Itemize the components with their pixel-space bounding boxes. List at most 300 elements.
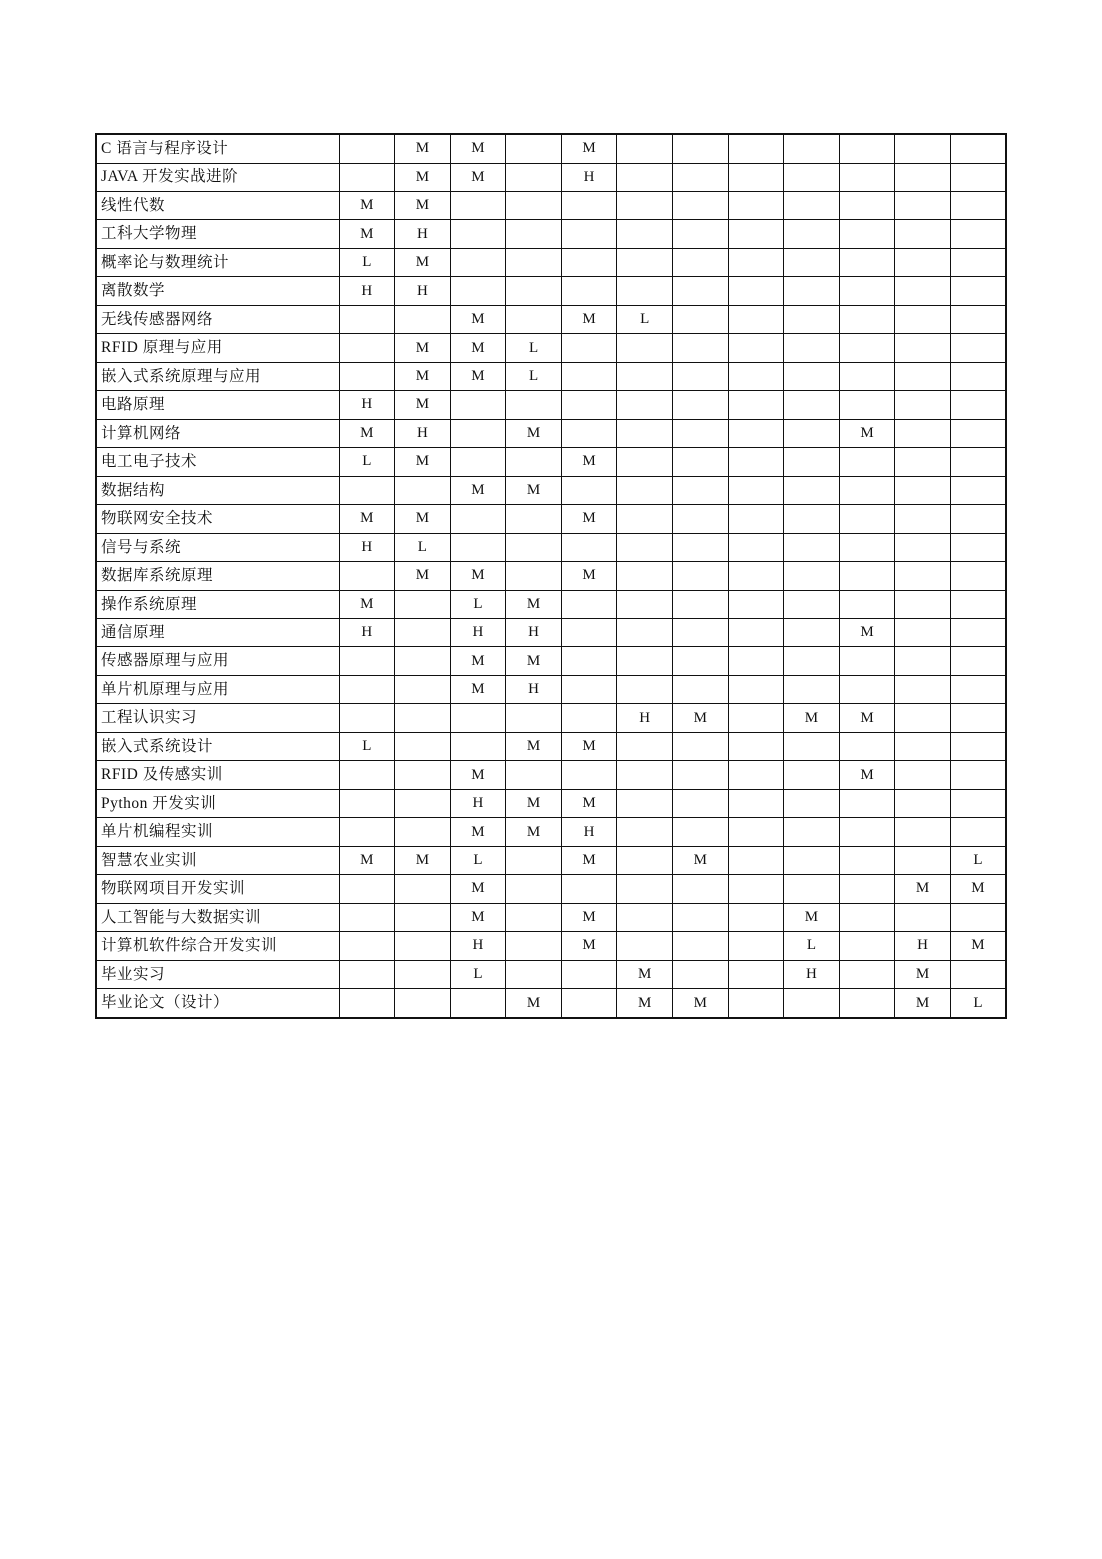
mapping-level-cell	[672, 391, 728, 419]
mapping-level-cell	[895, 362, 951, 390]
mapping-level-cell: L	[450, 846, 506, 874]
mapping-level-cell: M	[395, 248, 451, 276]
mapping-level-cell: M	[839, 761, 895, 789]
mapping-level-cell	[672, 960, 728, 988]
mapping-level-cell	[395, 903, 451, 931]
mapping-level-cell	[728, 134, 784, 163]
mapping-level-cell: H	[395, 277, 451, 305]
mapping-level-cell	[450, 191, 506, 219]
course-name-cell: RFID 及传感实训	[96, 761, 339, 789]
mapping-level-cell: M	[561, 903, 617, 931]
mapping-level-cell	[839, 391, 895, 419]
mapping-level-cell: M	[395, 163, 451, 191]
mapping-level-cell	[450, 732, 506, 760]
mapping-level-cell	[728, 191, 784, 219]
course-name-cell: 单片机原理与应用	[96, 675, 339, 703]
mapping-level-cell	[728, 163, 784, 191]
course-row	[96, 419, 1006, 447]
mapping-level-cell	[728, 248, 784, 276]
mapping-level-cell	[784, 732, 840, 760]
mapping-level-cell	[728, 647, 784, 675]
mapping-level-cell	[784, 362, 840, 390]
course-row	[96, 647, 1006, 675]
mapping-level-cell: M	[395, 846, 451, 874]
mapping-level-cell: L	[339, 248, 395, 276]
mapping-level-cell: M	[395, 448, 451, 476]
mapping-level-cell	[617, 191, 673, 219]
mapping-level-cell	[784, 191, 840, 219]
mapping-level-cell: L	[617, 305, 673, 333]
mapping-level-cell	[895, 818, 951, 846]
mapping-level-cell	[784, 875, 840, 903]
mapping-level-cell: H	[784, 960, 840, 988]
mapping-level-cell	[672, 191, 728, 219]
mapping-level-cell: M	[506, 789, 562, 817]
mapping-level-cell	[561, 590, 617, 618]
mapping-level-cell	[339, 761, 395, 789]
mapping-level-cell: M	[450, 903, 506, 931]
mapping-level-cell	[839, 362, 895, 390]
mapping-level-cell	[839, 248, 895, 276]
course-name-cell: RFID 原理与应用	[96, 334, 339, 362]
mapping-level-cell: M	[561, 932, 617, 960]
mapping-level-cell	[895, 704, 951, 732]
mapping-level-cell	[839, 875, 895, 903]
mapping-level-cell	[728, 277, 784, 305]
mapping-level-cell: L	[339, 448, 395, 476]
mapping-level-cell: M	[450, 761, 506, 789]
mapping-level-cell: M	[450, 476, 506, 504]
mapping-level-cell	[895, 134, 951, 163]
mapping-level-cell	[617, 675, 673, 703]
mapping-level-cell	[784, 761, 840, 789]
mapping-level-cell	[672, 476, 728, 504]
mapping-level-cell: M	[395, 191, 451, 219]
mapping-level-cell	[506, 248, 562, 276]
course-row	[96, 875, 1006, 903]
mapping-level-cell	[506, 875, 562, 903]
mapping-level-cell	[728, 419, 784, 447]
course-name-cell: 计算机网络	[96, 419, 339, 447]
course-name-cell: 操作系统原理	[96, 590, 339, 618]
mapping-level-cell: M	[617, 989, 673, 1018]
course-row	[96, 391, 1006, 419]
mapping-level-cell	[617, 789, 673, 817]
mapping-level-cell	[339, 675, 395, 703]
mapping-level-cell	[617, 334, 673, 362]
mapping-level-cell	[839, 789, 895, 817]
mapping-level-cell	[784, 846, 840, 874]
mapping-level-cell: M	[450, 818, 506, 846]
mapping-level-cell	[672, 163, 728, 191]
mapping-level-cell	[839, 932, 895, 960]
mapping-level-cell: H	[450, 789, 506, 817]
mapping-level-cell	[450, 448, 506, 476]
mapping-level-cell	[450, 248, 506, 276]
mapping-level-cell	[506, 277, 562, 305]
mapping-level-cell	[617, 818, 673, 846]
mapping-level-cell	[950, 448, 1006, 476]
course-name-cell: 智慧农业实训	[96, 846, 339, 874]
mapping-level-cell	[561, 619, 617, 647]
mapping-level-cell	[395, 675, 451, 703]
mapping-level-cell: M	[950, 875, 1006, 903]
course-row	[96, 903, 1006, 931]
course-name-cell: 无线传感器网络	[96, 305, 339, 333]
course-row	[96, 932, 1006, 960]
mapping-level-cell	[617, 903, 673, 931]
mapping-level-cell	[450, 419, 506, 447]
mapping-level-cell	[617, 932, 673, 960]
mapping-level-cell: M	[506, 989, 562, 1018]
mapping-level-cell	[617, 590, 673, 618]
mapping-level-cell: M	[784, 903, 840, 931]
mapping-level-cell	[672, 448, 728, 476]
mapping-level-cell	[561, 391, 617, 419]
mapping-level-cell	[672, 334, 728, 362]
course-row	[96, 675, 1006, 703]
mapping-level-cell	[728, 903, 784, 931]
course-row	[96, 334, 1006, 362]
mapping-level-cell	[672, 220, 728, 248]
mapping-level-cell: M	[450, 334, 506, 362]
mapping-level-cell	[617, 476, 673, 504]
mapping-level-cell	[617, 875, 673, 903]
mapping-level-cell	[506, 505, 562, 533]
mapping-level-cell	[950, 732, 1006, 760]
mapping-level-cell	[617, 562, 673, 590]
mapping-level-cell: M	[339, 590, 395, 618]
mapping-level-cell	[561, 647, 617, 675]
mapping-level-cell	[784, 533, 840, 561]
mapping-level-cell: M	[895, 989, 951, 1018]
mapping-level-cell	[950, 163, 1006, 191]
mapping-level-cell	[395, 647, 451, 675]
mapping-level-cell: M	[395, 391, 451, 419]
course-name-cell: 计算机软件综合开发实训	[96, 932, 339, 960]
mapping-level-cell: M	[506, 732, 562, 760]
mapping-level-cell	[728, 590, 784, 618]
course-name-cell: 传感器原理与应用	[96, 647, 339, 675]
mapping-level-cell	[339, 562, 395, 590]
mapping-level-cell	[395, 960, 451, 988]
mapping-level-cell: M	[672, 989, 728, 1018]
mapping-level-cell	[728, 362, 784, 390]
course-name-cell: 线性代数	[96, 191, 339, 219]
course-name-cell: 数据库系统原理	[96, 562, 339, 590]
mapping-level-cell	[839, 647, 895, 675]
course-row	[96, 476, 1006, 504]
mapping-level-cell	[839, 675, 895, 703]
course-row	[96, 818, 1006, 846]
mapping-level-cell	[950, 619, 1006, 647]
course-name-cell: 通信原理	[96, 619, 339, 647]
mapping-level-cell	[395, 875, 451, 903]
mapping-level-cell	[561, 476, 617, 504]
mapping-level-cell	[950, 248, 1006, 276]
mapping-level-cell: M	[895, 875, 951, 903]
course-row	[96, 619, 1006, 647]
mapping-level-cell	[672, 675, 728, 703]
mapping-level-cell: M	[561, 505, 617, 533]
mapping-level-cell	[895, 846, 951, 874]
mapping-level-cell	[950, 391, 1006, 419]
mapping-level-cell	[395, 305, 451, 333]
mapping-level-cell	[895, 647, 951, 675]
mapping-level-cell: H	[561, 163, 617, 191]
mapping-level-cell	[728, 761, 784, 789]
mapping-level-cell: M	[561, 789, 617, 817]
mapping-level-cell	[728, 533, 784, 561]
mapping-level-cell	[395, 619, 451, 647]
mapping-level-cell: M	[450, 675, 506, 703]
mapping-level-cell	[839, 960, 895, 988]
mapping-level-cell	[561, 191, 617, 219]
mapping-level-cell	[395, 732, 451, 760]
mapping-level-cell: M	[561, 732, 617, 760]
mapping-level-cell	[950, 220, 1006, 248]
mapping-level-cell: M	[339, 419, 395, 447]
mapping-level-cell	[672, 761, 728, 789]
mapping-level-cell	[839, 989, 895, 1018]
mapping-level-cell	[339, 818, 395, 846]
mapping-level-cell	[728, 476, 784, 504]
mapping-level-cell	[617, 761, 673, 789]
mapping-level-cell: M	[395, 505, 451, 533]
mapping-level-cell	[895, 248, 951, 276]
mapping-level-cell	[839, 191, 895, 219]
mapping-level-cell	[784, 448, 840, 476]
mapping-level-cell	[895, 505, 951, 533]
mapping-level-cell	[617, 419, 673, 447]
mapping-level-cell	[672, 590, 728, 618]
mapping-level-cell	[561, 875, 617, 903]
mapping-level-cell	[950, 419, 1006, 447]
mapping-level-cell	[506, 533, 562, 561]
mapping-level-cell	[784, 248, 840, 276]
course-name-cell: 人工智能与大数据实训	[96, 903, 339, 931]
mapping-level-cell	[950, 305, 1006, 333]
mapping-level-cell	[506, 191, 562, 219]
mapping-level-cell	[506, 761, 562, 789]
mapping-level-cell	[561, 960, 617, 988]
mapping-level-cell: M	[450, 362, 506, 390]
mapping-level-cell	[839, 590, 895, 618]
mapping-level-cell	[617, 732, 673, 760]
mapping-level-cell: H	[895, 932, 951, 960]
mapping-level-cell	[728, 448, 784, 476]
mapping-level-cell	[339, 960, 395, 988]
mapping-level-cell	[950, 590, 1006, 618]
mapping-level-cell: M	[506, 476, 562, 504]
mapping-level-cell: M	[506, 818, 562, 846]
mapping-level-cell	[450, 277, 506, 305]
mapping-level-cell: H	[339, 533, 395, 561]
mapping-level-cell	[672, 134, 728, 163]
mapping-level-cell	[784, 789, 840, 817]
mapping-level-cell	[728, 732, 784, 760]
mapping-level-cell	[339, 334, 395, 362]
mapping-level-cell: H	[506, 675, 562, 703]
mapping-level-cell	[950, 277, 1006, 305]
mapping-level-cell	[839, 818, 895, 846]
mapping-level-cell: M	[395, 134, 451, 163]
mapping-level-cell	[950, 960, 1006, 988]
mapping-level-cell: M	[506, 590, 562, 618]
mapping-level-cell	[839, 277, 895, 305]
mapping-level-cell	[672, 789, 728, 817]
course-name-cell: 概率论与数理统计	[96, 248, 339, 276]
course-row	[96, 732, 1006, 760]
mapping-level-cell	[395, 704, 451, 732]
mapping-level-cell	[339, 989, 395, 1018]
mapping-level-cell	[672, 533, 728, 561]
course-row	[96, 704, 1006, 732]
mapping-level-cell	[728, 391, 784, 419]
mapping-level-cell	[728, 989, 784, 1018]
mapping-level-cell	[561, 248, 617, 276]
mapping-level-cell: M	[395, 562, 451, 590]
mapping-level-cell: M	[450, 305, 506, 333]
mapping-level-cell	[950, 334, 1006, 362]
mapping-level-cell	[617, 533, 673, 561]
mapping-level-cell	[895, 732, 951, 760]
mapping-level-cell	[395, 932, 451, 960]
mapping-level-cell: H	[339, 277, 395, 305]
mapping-level-cell	[672, 562, 728, 590]
mapping-level-cell	[784, 989, 840, 1018]
mapping-level-cell	[561, 419, 617, 447]
course-name-cell: 电工电子技术	[96, 448, 339, 476]
mapping-level-cell	[784, 476, 840, 504]
mapping-level-cell	[617, 619, 673, 647]
mapping-level-cell	[617, 163, 673, 191]
mapping-level-cell	[728, 932, 784, 960]
mapping-level-cell	[895, 476, 951, 504]
mapping-level-cell	[950, 533, 1006, 561]
mapping-level-cell	[728, 220, 784, 248]
course-name-cell: 数据结构	[96, 476, 339, 504]
mapping-level-cell	[895, 533, 951, 561]
mapping-level-cell	[839, 305, 895, 333]
mapping-level-cell: M	[450, 647, 506, 675]
mapping-level-cell	[950, 505, 1006, 533]
mapping-level-cell	[950, 704, 1006, 732]
mapping-level-cell	[672, 419, 728, 447]
mapping-level-cell: M	[561, 134, 617, 163]
mapping-level-cell: H	[506, 619, 562, 647]
mapping-level-cell: H	[339, 619, 395, 647]
mapping-level-cell	[950, 903, 1006, 931]
mapping-level-cell	[617, 220, 673, 248]
mapping-level-cell	[561, 533, 617, 561]
mapping-level-cell	[506, 391, 562, 419]
mapping-level-cell	[895, 220, 951, 248]
mapping-level-cell	[784, 562, 840, 590]
mapping-level-cell	[839, 505, 895, 533]
mapping-level-cell	[839, 448, 895, 476]
mapping-level-cell	[895, 789, 951, 817]
mapping-level-cell	[895, 761, 951, 789]
mapping-level-cell	[339, 134, 395, 163]
mapping-level-cell: M	[950, 932, 1006, 960]
mapping-level-cell	[506, 562, 562, 590]
mapping-level-cell	[506, 163, 562, 191]
mapping-level-cell: L	[784, 932, 840, 960]
course-name-cell: C 语言与程序设计	[96, 134, 339, 163]
mapping-level-cell: M	[395, 334, 451, 362]
mapping-level-cell	[784, 334, 840, 362]
mapping-level-cell: M	[561, 448, 617, 476]
mapping-level-cell	[506, 960, 562, 988]
mapping-level-cell	[450, 505, 506, 533]
mapping-level-cell	[895, 562, 951, 590]
mapping-level-cell	[395, 761, 451, 789]
mapping-level-cell	[950, 362, 1006, 390]
mapping-level-cell	[617, 647, 673, 675]
course-row	[96, 989, 1006, 1018]
mapping-level-cell	[617, 134, 673, 163]
mapping-level-cell	[950, 134, 1006, 163]
mapping-level-cell	[672, 248, 728, 276]
mapping-level-cell	[672, 277, 728, 305]
mapping-level-cell	[895, 305, 951, 333]
mapping-level-cell	[839, 163, 895, 191]
mapping-level-cell	[728, 675, 784, 703]
mapping-level-cell	[895, 675, 951, 703]
mapping-level-cell	[617, 505, 673, 533]
course-name-cell: 嵌入式系统设计	[96, 732, 339, 760]
mapping-level-cell: M	[450, 562, 506, 590]
mapping-level-cell	[339, 903, 395, 931]
mapping-level-cell	[728, 305, 784, 333]
mapping-level-cell	[950, 647, 1006, 675]
mapping-level-cell	[672, 875, 728, 903]
mapping-level-cell	[839, 334, 895, 362]
mapping-level-cell	[784, 505, 840, 533]
mapping-level-cell	[950, 191, 1006, 219]
mapping-level-cell	[895, 619, 951, 647]
mapping-level-cell	[506, 448, 562, 476]
mapping-level-cell	[561, 989, 617, 1018]
mapping-level-cell	[839, 732, 895, 760]
curriculum-mapping-table	[95, 133, 1007, 1019]
course-name-cell: JAVA 开发实战进阶	[96, 163, 339, 191]
mapping-level-cell	[339, 647, 395, 675]
mapping-level-cell	[950, 562, 1006, 590]
mapping-level-cell	[839, 562, 895, 590]
mapping-level-cell: L	[450, 590, 506, 618]
mapping-level-cell	[895, 448, 951, 476]
course-row	[96, 590, 1006, 618]
mapping-level-cell: M	[339, 191, 395, 219]
mapping-level-cell	[839, 134, 895, 163]
mapping-level-cell	[395, 989, 451, 1018]
mapping-level-cell	[950, 476, 1006, 504]
mapping-level-cell	[672, 305, 728, 333]
mapping-level-cell	[728, 846, 784, 874]
course-row	[96, 761, 1006, 789]
course-row	[96, 163, 1006, 191]
mapping-level-cell	[839, 846, 895, 874]
mapping-level-cell	[339, 476, 395, 504]
mapping-level-cell	[561, 362, 617, 390]
mapping-level-cell	[561, 761, 617, 789]
course-name-cell: 毕业实习	[96, 960, 339, 988]
mapping-level-cell	[950, 818, 1006, 846]
course-name-cell: 物联网安全技术	[96, 505, 339, 533]
mapping-level-cell	[395, 590, 451, 618]
